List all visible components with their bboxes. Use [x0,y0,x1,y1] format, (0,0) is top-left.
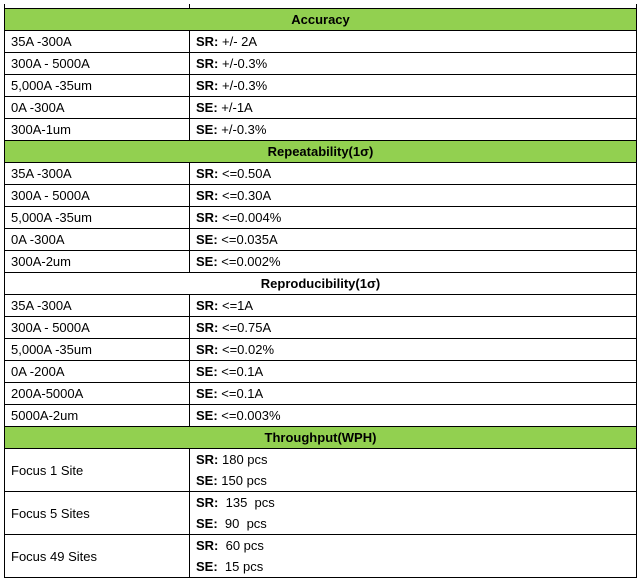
table-row [5,207,637,229]
spec-value: <=1A [218,298,254,313]
range-cell: 5000A-2um [5,405,190,427]
spec-label: SR: [196,452,219,467]
spec-value: <=0.50A [218,166,272,181]
se-line [196,556,630,577]
table-row [5,97,637,119]
spec-cell [190,295,637,317]
section-header [5,427,637,449]
spec-label: SR: [196,320,219,335]
spec-label: SE: [196,559,218,574]
focus-cell: Focus 1 Site [5,449,190,492]
sr-line [196,492,630,513]
range-cell: 5,000A -35um [5,207,190,229]
spec-label: SR: [196,538,219,553]
section-header [5,273,637,295]
table-row [5,163,637,185]
focus-cell: Focus 49 Sites [5,535,190,578]
spec-value: <=0.035A [217,232,278,247]
spec-value: 150 pcs [217,473,267,488]
range-cell: 0A -300A [5,229,190,251]
spec-label: SE: [196,364,218,379]
spec-cell [190,383,637,405]
range-cell: 300A-2um [5,251,190,273]
spec-value: <=0.30A [218,188,272,203]
table-row [5,361,637,383]
range-cell: 35A -300A [5,163,190,185]
spec-label: SE: [196,386,218,401]
spec-label: SR: [196,34,219,49]
spec-label: SE: [196,473,218,488]
spec-label: SR: [196,78,219,93]
spec-label: SR: [196,56,219,71]
spec-value: <=0.02% [218,342,275,357]
spec-value: +/-0.3% [217,122,267,137]
throughput-cell [190,492,637,535]
table-row [5,75,637,97]
table-row [5,295,637,317]
section-title: Throughput(WPH) [5,427,637,449]
spec-cell [190,317,637,339]
table-row [5,229,637,251]
se-line [196,513,630,534]
spec-cell [190,251,637,273]
table-row [5,317,637,339]
section-title: Repeatability(1σ) [5,141,637,163]
range-cell: 35A -300A [5,295,190,317]
spec-label: SE: [196,408,218,423]
spec-table-body [5,4,637,578]
spec-value: +/-0.3% [218,56,268,71]
range-cell: 300A - 5000A [5,53,190,75]
spec-value: <=0.002% [217,254,281,269]
spec-label: SE: [196,100,218,115]
spec-value: <=0.1A [217,364,264,379]
focus-cell: Focus 5 Sites [5,492,190,535]
table-row [5,53,637,75]
spec-cell [190,229,637,251]
throughput-cell [190,449,637,492]
throughput-cell [190,535,637,578]
spec-value: 60 pcs [218,538,264,553]
range-cell: 5,000A -35um [5,75,190,97]
table-row [5,405,637,427]
spec-value: 90 pcs [217,516,267,531]
range-cell: 35A -300A [5,31,190,53]
spec-label: SE: [196,232,218,247]
spec-value: 135 pcs [218,495,275,510]
spec-value: <=0.003% [217,408,281,423]
spec-cell [190,31,637,53]
spec-cell [190,163,637,185]
spec-label: SR: [196,166,219,181]
spec-label: SE: [196,122,218,137]
range-cell: 300A - 5000A [5,185,190,207]
range-cell: 200A-5000A [5,383,190,405]
spec-label: SR: [196,298,219,313]
spec-label: SR: [196,342,219,357]
spec-value: +/-0.3% [218,78,268,93]
table-row [5,251,637,273]
spec-value: <=0.1A [217,386,264,401]
spec-cell [190,361,637,383]
spec-label: SE: [196,254,218,269]
spec-table [4,4,637,578]
range-cell: 5,000A -35um [5,339,190,361]
spec-value: 15 pcs [217,559,264,574]
spec-value: <=0.004% [218,210,282,225]
range-cell: 0A -300A [5,97,190,119]
spec-value: 180 pcs [218,452,268,467]
se-line [196,470,630,491]
spec-label: SR: [196,188,219,203]
section-header [5,141,637,163]
spec-value: <=0.75A [218,320,272,335]
table-row [5,31,637,53]
table-row [5,383,637,405]
section-title: Reproducibility(1σ) [5,273,637,295]
spec-label: SR: [196,210,219,225]
section-header [5,9,637,31]
range-cell: 0A -200A [5,361,190,383]
spec-cell [190,53,637,75]
table-row [5,492,637,535]
table-row [5,339,637,361]
sr-line [196,535,630,556]
table-row [5,449,637,492]
spec-cell [190,405,637,427]
spec-cell [190,185,637,207]
spec-value: +/-1A [217,100,253,115]
table-row [5,535,637,578]
section-title: Accuracy [5,9,637,31]
spec-cell [190,119,637,141]
sr-line [196,449,630,470]
spec-cell [190,207,637,229]
table-row [5,119,637,141]
spec-cell [190,339,637,361]
range-cell: 300A - 5000A [5,317,190,339]
table-row [5,185,637,207]
spec-label: SR: [196,495,219,510]
spec-label: SE: [196,516,218,531]
spec-cell [190,97,637,119]
spec-value: +/- 2A [218,34,258,49]
spec-cell [190,75,637,97]
range-cell: 300A-1um [5,119,190,141]
